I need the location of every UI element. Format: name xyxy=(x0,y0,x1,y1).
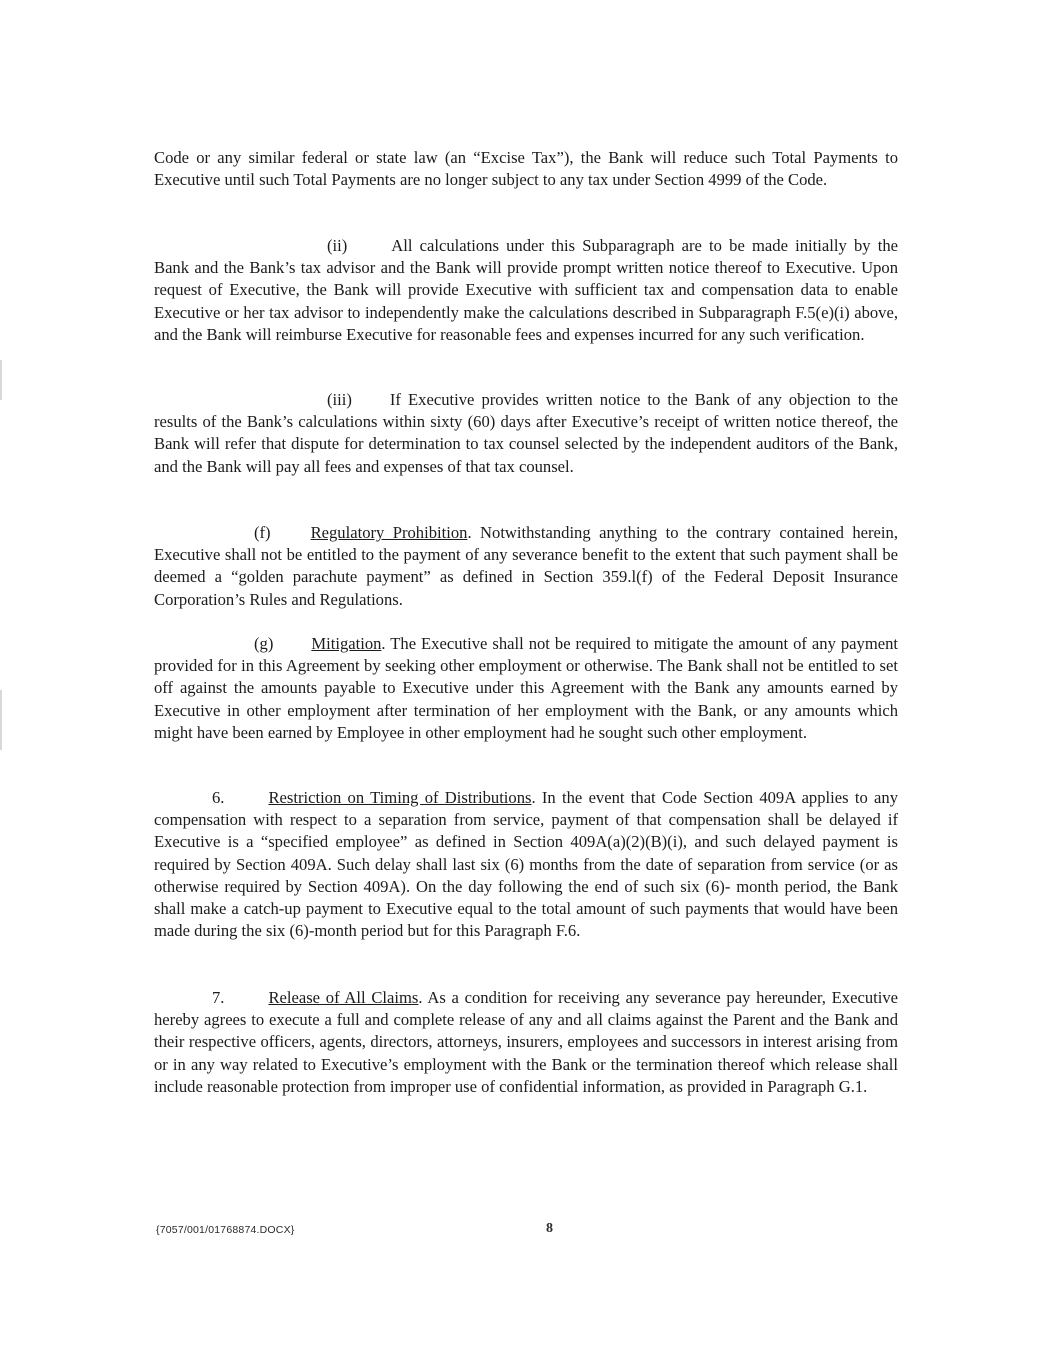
paragraph-text: . Notwithstanding anything to the contrary contained herein, Executive shall not be entitled to the payment of any severance benefit to the extent that such payment shall be deemed a “golden parachute payment” as defined in Section 359.l(f) of the Federal Deposit Insurance Corporation’s Rules and Regulations. xyxy=(154,523,898,609)
paragraph-excise-tax-continuation xyxy=(154,147,898,191)
paragraph-text: . As a condition for receiving any severance pay hereunder, Executive hereby agrees to execute a full and complete release of any and all claims against the Parent and the Bank and their respective officers, agents, directors, attorneys, insurers, employees and successors in interest arising from or in any way related to Executive’s employment with the Bank or the termination thereof which release shall include reasonable protection from improper use of confidential information, as provided in Paragraph G.1. xyxy=(154,988,899,1096)
paragraph-6-restriction-on-timing xyxy=(154,787,898,942)
scan-edge-mark xyxy=(0,360,2,400)
footer-document-id: {7057/001/01768874.DOCX} xyxy=(156,1224,295,1236)
paragraph-text: All calculations under this Subparagraph are to be made initially by the Bank and the Bank’s tax advisor and the Bank will provide prompt written notice thereof to Executive. Upon request of Executive, the Bank will provide Executive with sufficient tax and compensation data to enable Executive or her tax advisor to independently make the calculations described in Subparagraph F.5(e)(i) above, and the Bank will reimburse Executive for reasonable fees and expenses incurred for any such verification. xyxy=(154,236,898,344)
paragraph-marker: 7. xyxy=(212,988,225,1007)
paragraph-heading: Restriction on Timing of Distributions xyxy=(268,788,532,807)
paragraph-heading: Mitigation xyxy=(311,634,382,653)
paragraph-marker: (f) xyxy=(254,523,271,542)
paragraph-marker: (iii) xyxy=(327,390,352,409)
paragraph-text: Code or any similar federal or state law (an “Excise Tax”), the Bank will reduce such Total Payments to Executive until such Total Payments are no longer subject to any tax under Section 4999 of the Code. xyxy=(154,148,898,190)
paragraph-text: If Executive provides written notice to the Bank of any objection to the results of the Bank’s calculations within sixty (60) days after Executive’s receipt of written notice thereof, the Bank will refer that dispute for determination to tax counsel selected by the independent auditors of the Bank, and the Bank will pay all fees and expenses of that tax counsel. xyxy=(154,390,898,476)
page-number: 8 xyxy=(546,1221,553,1236)
paragraph-text: . In the event that Code Section 409A applies to any compensation with respect to a separation from service, payment of that compensation shall be delayed if Executive is a “specified employee” as defined in Section 409A(a)(2)(B)(i), and such delayed payment is required by Section 409A. Such delay shall last six (6) months from the date of separation from service (or as otherwise required by Section 409A). On the day following the end of such six (6)- month period, the Bank shall make a catch-up payment to Executive equal to the total amount of such payments that would have been made during the six (6)-month period but for this Paragraph F.6. xyxy=(154,788,899,941)
paragraph-heading: Release of All Claims xyxy=(268,988,419,1007)
paragraph-marker: 6. xyxy=(212,788,225,807)
paragraph-marker: (g) xyxy=(254,634,274,653)
paragraph-ii-calculations xyxy=(154,235,898,346)
paragraph-f-regulatory-prohibition xyxy=(154,522,898,611)
paragraph-7-release-of-claims xyxy=(154,987,898,1098)
paragraph-g-mitigation xyxy=(154,633,898,744)
scan-edge-mark xyxy=(0,690,2,750)
paragraph-heading: Regulatory Prohibition xyxy=(310,523,468,542)
paragraph-text: . The Executive shall not be required to mitigate the amount of any payment provided for in this Agreement by seeking other employment or otherwise. The Bank shall not be entitled to set off against the amounts payable to Executive under this Agreement with the Bank any amounts earned by Executive in other employment after termination of her employment with the Bank, or any amounts which might have been earned by Employee in other employment had he sought such other employment. xyxy=(154,634,898,742)
paragraph-marker: (ii) xyxy=(327,236,348,255)
paragraph-iii-objection xyxy=(154,389,898,478)
